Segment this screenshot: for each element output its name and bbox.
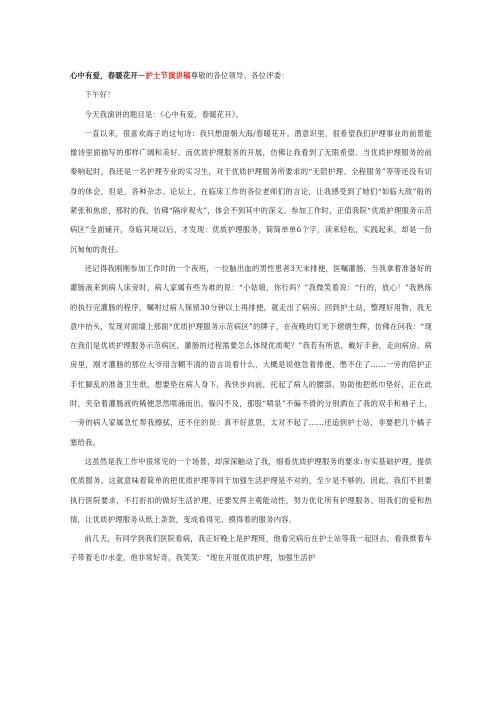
title-part1: 心中有爱，春暖花开－	[70, 71, 146, 80]
salutation: 尊敬的各位领导、各位评委：	[190, 71, 289, 80]
body-paragraph-4: 前几天，有同学到我们医院看病，我正好晚上是护理班，他看完病后在护士站等我一起回去，看我推着车子带着毛巾水壶，他非常好奇，我笑笑：“现在开展优质护理，加强生活护	[70, 534, 432, 563]
body-paragraph-2: 还记得我刚刚参加工作时的一个夜班，一位脑出血的男性患者3天未排便，医嘱灌肠，当我拿着准备好的灌肠液来到病人床旁时，病人家属有些为难的说：“小姑娘，你行吗？”我微笑着说：“行的，放心！”我熟练的执行完灌肠的程序，嘱咐过病人保留30分钟以上再排便，就走出了病房。回到护士站，整理好用物，我无意中抬头，发现对面墙上那面“优质护理服务示范病区”的牌子，在夜晚的灯光下熠熠生辉，仿佛在问我：“现在我们是优质护理服务示范病区，灌肠的过程需要怎么体现优质呢？”我若有所思，戴好手套，走向病房。病房里，刚才灌肠的那位大爷用含糊不清的语言说着什么，大概是说他急着排便，憋不住了……一旁的陪护正手忙脚乱的准备卫生纸，想要垫在病人身下，我快步向前，托起了病人的腰部，协助他把纸巾垫好，正在此时，夹杂着灌肠液的稀便忽然喷涌而出，躲闪不及，那股“喷泉”不偏不倚的分别洒在了我的双手和袖子上，一旁的病人家属急忙帮我擦拭，还不住的说：真不好意思，太对不起了……还追到护士站，非要把几个橘子塞给我。	[70, 263, 432, 447]
topic-paragraph: 今天我演讲的题目是：《心中有爱，春暖花开》。	[84, 109, 244, 119]
title-part2: 护士节演讲稿	[145, 71, 191, 80]
body-paragraph-1: 一直以来，很喜欢海子的这句诗：我只想面朝大海/春暖花开。潜意识里，很希望我们护理事业的前景能像诗里面描写的那样广阔和美好。而优质护理服务的开展，仿佛让我看到了无限希望。当优质护理服务的前奏响起时，我还是一名护理专业的实习生，对于优质护理服务所要求的“无陪护理、全程服务”等等还没有切身的体会，但是，各种杂志、论坛上，在临床工作的各位老师们的言论，让我感受到了她们“如临大敌”般的紧张和焦虑，那时的我，仿佛“隔岸观火”，体会不到其中的深义。参加工作时，正值我院“优质护理服务示范病区”全面铺开，身临其境以后，才发现：优质护理服务，简简单单6个字，读来轻松，实践起来，却是一份沉甸甸的责任。	[70, 128, 432, 254]
document-body	[70, 66, 432, 568]
greeting-paragraph: 下午好！	[84, 90, 115, 100]
body-paragraph-3: 这虽然是我工作中很常见的一个场景，却深深触动了我，细看优质护理服务的要求:夯实基础护理，提供优质服务。这就意味着简单的把优质护理等同于加强生活护理是不对的，至少是不够的。因此，我们不但要执行医院要求，不打折扣的做好生活护理，还要发挥主观能动性，努力优化所有护理服务、用我们的爱和热情，让优质护理服务从纸上条款，变成看得见、摸得着的服务内容。	[70, 456, 432, 524]
title-line	[70, 66, 432, 85]
